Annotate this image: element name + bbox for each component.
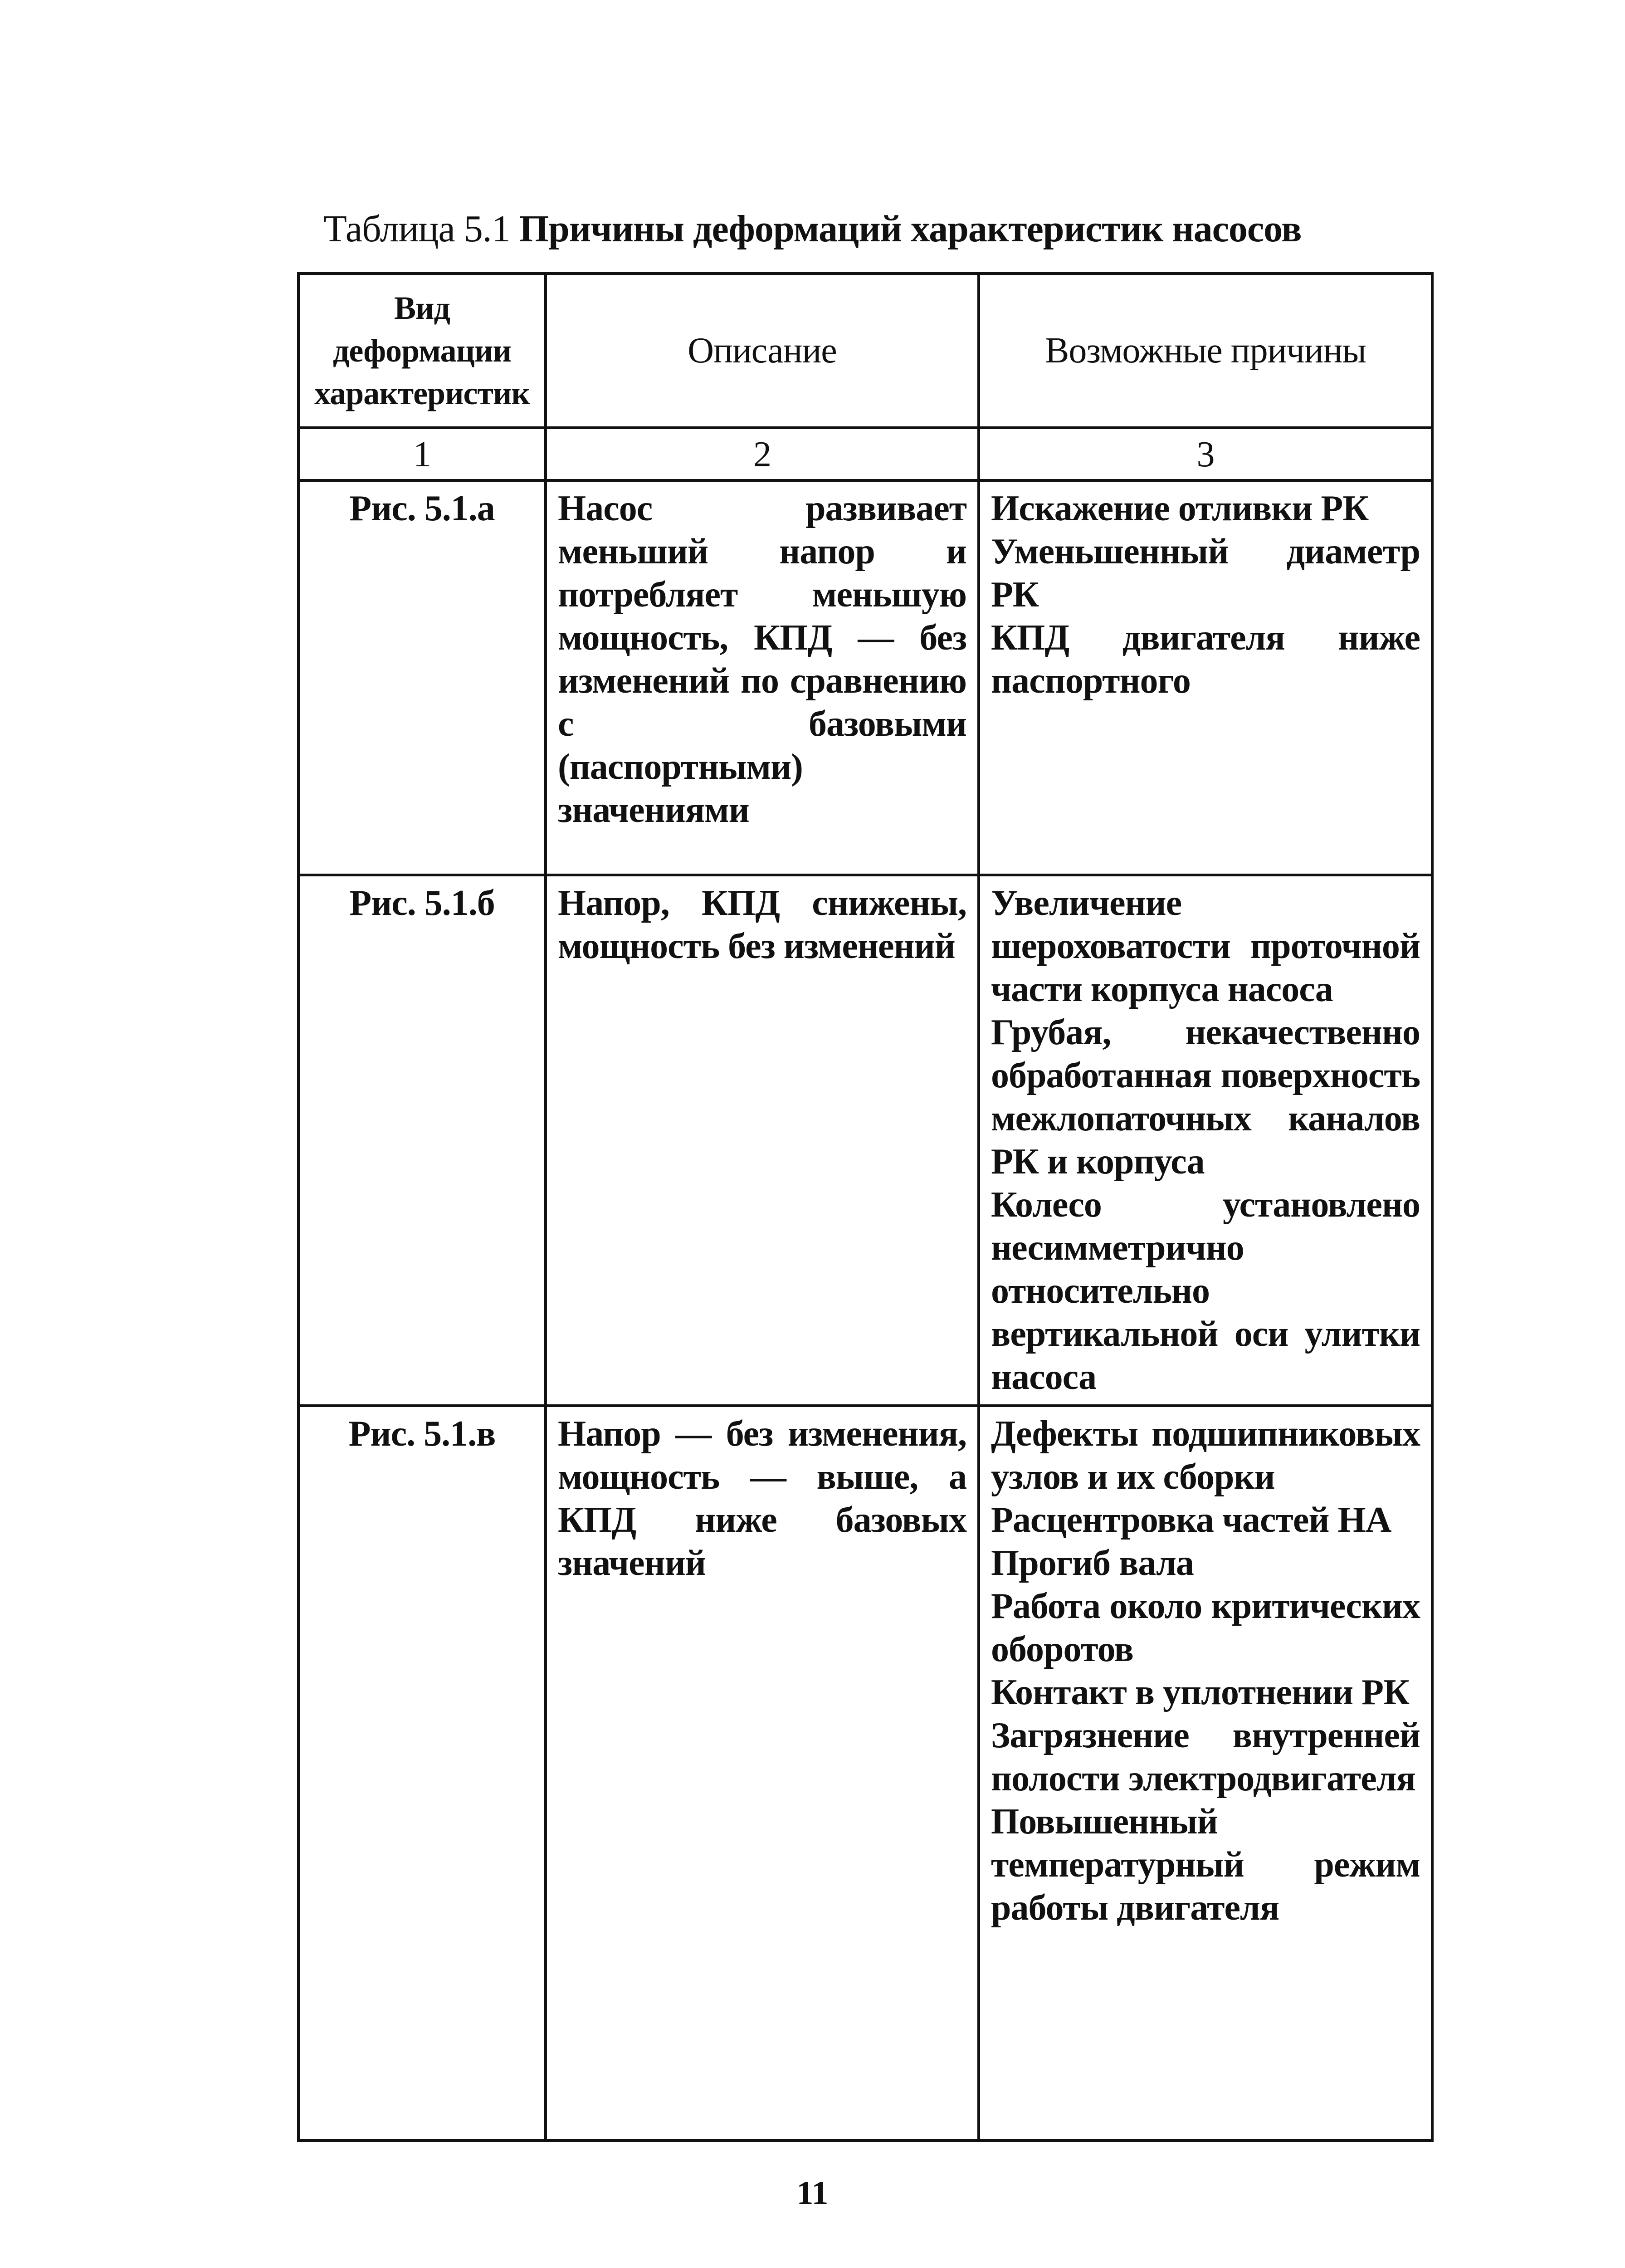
deformation-causes-table xyxy=(297,272,1434,2142)
cause-item: Прогиб вала xyxy=(991,1543,1194,1583)
page-number: 11 xyxy=(796,2175,829,2212)
cause-item: Дефекты подшипниковых узлов и их сборки xyxy=(991,1414,1420,1497)
table-number: Таблица 5.1 xyxy=(323,208,510,250)
table-header-row xyxy=(298,274,1432,428)
figure-reference: Рис. 5.1.в xyxy=(298,1406,546,2141)
table-row xyxy=(298,1406,1432,2141)
cause-item: Колесо установлено несимметрично относительно вертикальной оси улитки насоса xyxy=(991,1185,1420,1397)
header-line: характеристик xyxy=(314,375,530,411)
deformation-description: Напор — без изменения, мощность — выше, а КПД ниже базовых значений xyxy=(546,1406,979,2141)
table-caption xyxy=(0,206,1625,252)
header-possible-causes: Возможные причины xyxy=(979,274,1432,428)
figure-reference: Рис. 5.1.б xyxy=(298,875,546,1406)
possible-causes-cell xyxy=(979,480,1432,875)
cause-item: КПД двигателя ниже паспортного xyxy=(991,618,1420,701)
table-row xyxy=(298,875,1432,1406)
cause-item: Контакт в уплотнении РК xyxy=(991,1672,1409,1712)
table-title: Причины деформаций характеристик насосов xyxy=(519,208,1302,250)
header-description: Описание xyxy=(546,274,979,428)
header-line: Вид xyxy=(394,290,450,326)
cause-item: Расцентровка частей НА xyxy=(991,1500,1391,1540)
header-deformation-type xyxy=(298,274,546,428)
deformation-description: Напор, КПД снижены, мощность без изменений xyxy=(546,875,979,1406)
column-number: 1 xyxy=(298,428,546,480)
cause-item: Работа около критических оборотов xyxy=(991,1586,1420,1669)
possible-causes-cell xyxy=(979,1406,1432,2141)
cause-item: Грубая, некачественно обработанная поверхность межлопаточных каналов РК и корпуса xyxy=(991,1012,1420,1182)
cause-item: Увеличение шероховатости проточной части корпуса насоса xyxy=(991,883,1420,1009)
header-line: деформации xyxy=(332,332,512,369)
deformation-description: Насос развивает меньший напор и потребляет меньшую мощность, КПД — без изменений по сравнению с базовыми (паспортными) значениями xyxy=(546,480,979,875)
cause-item: Уменьшенный диаметр РК xyxy=(991,532,1420,615)
column-number-row xyxy=(298,428,1432,480)
table-row xyxy=(298,480,1432,875)
possible-causes-cell xyxy=(979,875,1432,1406)
column-number: 3 xyxy=(979,428,1432,480)
column-number: 2 xyxy=(546,428,979,480)
cause-item: Повышенный температурный режим работы двигателя xyxy=(991,1802,1420,1928)
cause-item: Загрязнение внутренней полости электродвигателя xyxy=(991,1716,1420,1799)
cause-item: Искажение отливки РК xyxy=(991,489,1369,528)
figure-reference: Рис. 5.1.а xyxy=(298,480,546,875)
